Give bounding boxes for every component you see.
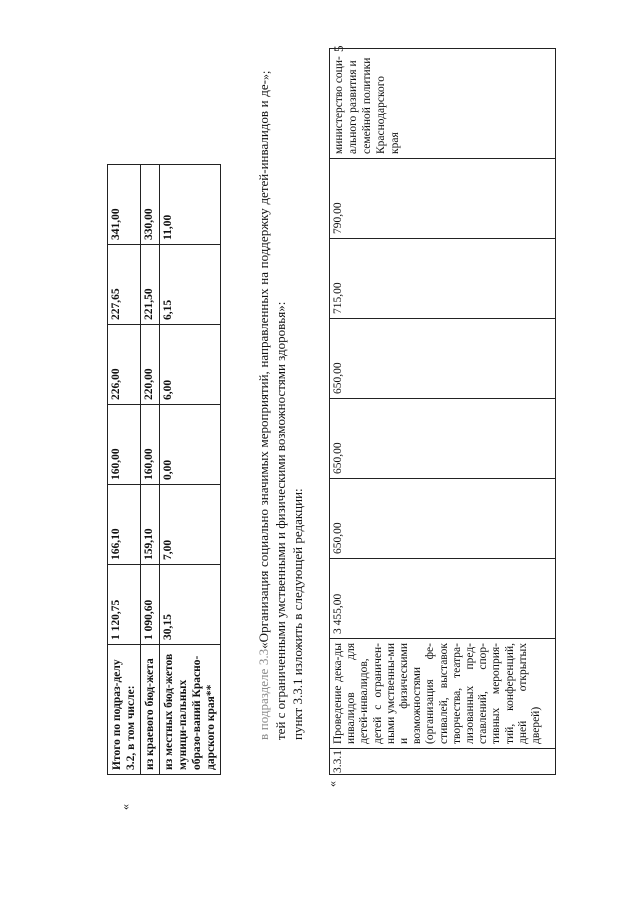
value-cell: 11,00 — [160, 165, 221, 245]
value-cell: 715,00 — [330, 239, 556, 319]
item-instruction: пункт 3.3.1 изложить в следующей редакции: — [290, 488, 305, 740]
page-number: 5 — [331, 45, 346, 52]
value-cell: 221,50 — [141, 245, 160, 325]
open-quote-bottom: « — [325, 781, 339, 787]
amendment-paragraph — [255, 80, 306, 740]
subsection-title: «Организация социально значимых мероприятий, направленных на поддержку детей-инвалидов и де-тей с ограниченными умственными и физическими возможностями здоровья»: — [256, 80, 288, 740]
activity-table-bottom — [329, 45, 556, 775]
executor-cell: министерство соци-ального развития и семейной политики Краснодарского края — [330, 49, 556, 159]
value-cell: 160,00 — [141, 405, 160, 485]
value-cell: 159,10 — [141, 485, 160, 565]
value-cell: 790,00 — [330, 159, 556, 239]
table-row — [141, 165, 160, 775]
row-label: из местных бюд-жетов муници-пальных образо-ваний Красно-дарского края** — [160, 645, 221, 775]
value-cell: 6,00 — [160, 325, 221, 405]
value-cell: 341,00 — [108, 165, 141, 245]
table-row — [160, 165, 221, 775]
activity-description: Проведение дека-ды инвалидов для детей-инвалидов, детей с ограничен-ными умственны-ми и физическими возможностями (организация фе-стивалей, выставок творчества, театра-лизованных пред-ставлений, спор-тивных мероприя-тий, конференций, дней открытых дверей) — [330, 639, 556, 749]
value-cell: 1 120,75 — [108, 565, 141, 645]
value-cell: 1 090,60 — [141, 565, 160, 645]
row-label: Итого по подраз-делу 3.2, в том числе: — [108, 645, 141, 775]
value-cell: 0,00 — [160, 405, 221, 485]
table-row — [108, 165, 141, 775]
close-quote-top: »; — [258, 70, 272, 80]
value-cell: 650,00 — [330, 399, 556, 479]
value-cell: 166,10 — [108, 485, 141, 565]
value-cell: 220,00 — [141, 325, 160, 405]
value-cell: 226,00 — [108, 325, 141, 405]
value-cell: 650,00 — [330, 479, 556, 559]
value-cell: 6,15 — [160, 245, 221, 325]
value-cell: 7,00 — [160, 485, 221, 565]
funding-table-top — [107, 164, 221, 775]
value-cell: 3 455,00 — [330, 559, 556, 639]
value-cell: 650,00 — [330, 319, 556, 399]
table-row — [330, 49, 556, 775]
value-cell: 30,15 — [160, 565, 221, 645]
item-number: 3.3.1 — [330, 749, 556, 775]
subsection-ref: в подразделе 3.3 — [256, 648, 271, 740]
open-quote-top: « — [118, 804, 132, 810]
value-cell: 160,00 — [108, 405, 141, 485]
value-cell: 227,65 — [108, 245, 141, 325]
value-cell: 330,00 — [141, 165, 160, 245]
row-label: из краевого бюд-жета — [141, 645, 160, 775]
